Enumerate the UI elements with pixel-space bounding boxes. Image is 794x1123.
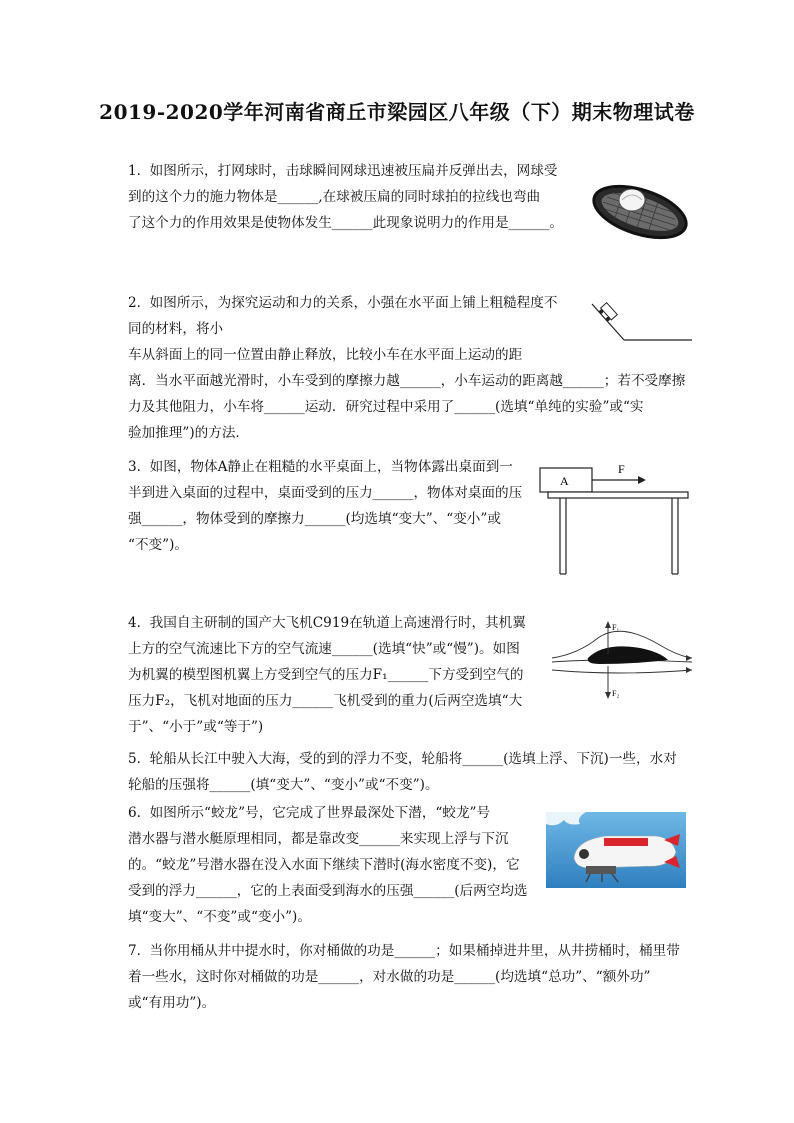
question-4-line-2: 上方的空气流速比下方的空气流速______(选填“快”或“慢”)。如图 <box>128 641 520 657</box>
question-3 <box>128 454 522 558</box>
f2-label: F₂ <box>612 689 620 698</box>
question-5-line-2: 轮船的压强将______(填“变大”、“变小”或“不变”)。 <box>128 777 439 793</box>
question-2-line-1: 2. 如图所示，为探究运动和力的关系，小强在水平面上铺上粗糙程度不 <box>128 295 558 311</box>
question-7-line-3: 或“有用功”)。 <box>128 995 216 1011</box>
wing-airflow-figure <box>548 618 694 700</box>
question-7 <box>128 938 680 1016</box>
question-1-line-1: 1. 如图所示，打网球时，击球瞬间网球迅速被压扁并反弹出去，网球受 <box>128 163 558 179</box>
page-title: 2019-2020学年河南省商丘市梁园区八年级（下）期末物理试卷 <box>99 100 695 124</box>
question-1-line-3: 了这个力的作用效果是使物体发生______此现象说明力的作用是______。 <box>128 215 563 231</box>
question-4-line-4: 压力F₂，飞机对地面的压力______飞机受到的重力(后两空选填“大 <box>128 693 523 709</box>
question-3-line-3: 强______，物体受到的摩擦力______(均选填“变大”、“变小”或 <box>128 511 501 527</box>
question-2-line-6: 验加推理”)的方法． <box>128 425 250 441</box>
f1-label: F₁ <box>612 623 620 632</box>
question-3-line-1: 3. 如图，物体A静止在粗糙的水平桌面上，当物体露出桌面到一 <box>128 459 513 475</box>
question-2-line-2: 同的材料，将小 <box>128 321 224 337</box>
question-4-line-1: 4. 我国自主研制的国产大飞机C919在轨道上高速滑行时，其机翼 <box>128 615 526 631</box>
question-6-line-5: 填“变大”、“不变”或“变小”)。 <box>128 909 311 925</box>
question-6-line-1: 6. 如图所示“蛟龙”号，它完成了世界最深处下潜，“蛟龙”号 <box>128 805 491 821</box>
question-4 <box>128 610 526 740</box>
question-1-line-2: 到的这个力的施力物体是______,在球被压扁的同时球拍的拉线也弯曲 <box>128 189 541 205</box>
question-3-line-4: “不变”)。 <box>128 537 188 553</box>
question-6-line-2: 潜水器与潜水艇原理相同，都是靠改变______来实现上浮与下沉 <box>128 831 509 847</box>
question-4-line-3: 为机翼的模型图机翼上方受到空气的压力F₁______下方受到空气的 <box>128 667 524 683</box>
tennis-racket-figure <box>588 160 694 258</box>
question-5 <box>128 746 677 798</box>
table-block-figure <box>538 460 694 578</box>
question-7-line-2: 着一些水，这时你对桶做的功是______，对水做的功是______(均选填“总功”、“额外功” <box>128 969 651 985</box>
question-1 <box>128 158 563 236</box>
question-4-line-5: 于”、“小于”或“等于”) <box>128 719 264 735</box>
force-label: F <box>618 462 625 476</box>
question-2-line-3: 车从斜面上的同一位置由静止释放，比较小车在水平面上运动的距 <box>128 347 523 363</box>
question-7-line-1: 7. 当你用桶从井中提水时，你对桶做的功是______；如果桶掉进井里，从井捞桶时，桶里带 <box>128 943 680 959</box>
question-5-line-1: 5. 轮船从长江中驶入大海，受的到的浮力不变，轮船将______(选填上浮、下沉)一些，水对 <box>128 751 677 767</box>
submersible-photo <box>546 812 686 888</box>
question-2-line-4: 离．当水平面越光滑时，小车受到的摩擦力越______，小车运动的距离越______；若不受摩擦 <box>128 373 686 389</box>
question-6-line-3: 的。“蛟龙”号潜水器在没入水面下继续下潜时(海水密度不变)，它 <box>128 857 520 873</box>
question-2-line-5: 力及其他阻力，小车将______运动．研究过程中采用了______(选填“单纯的实验”或“实 <box>128 399 644 415</box>
block-label: A <box>560 474 569 488</box>
question-6-line-4: 受到的浮力______，它的上表面受到海水的压强______(后两空均选 <box>128 883 528 899</box>
question-6 <box>128 800 528 930</box>
question-3-line-2: 半到进入桌面的过程中，桌面受到的压力______，物体对桌面的压 <box>128 485 523 501</box>
incline-cart-figure <box>588 292 694 348</box>
